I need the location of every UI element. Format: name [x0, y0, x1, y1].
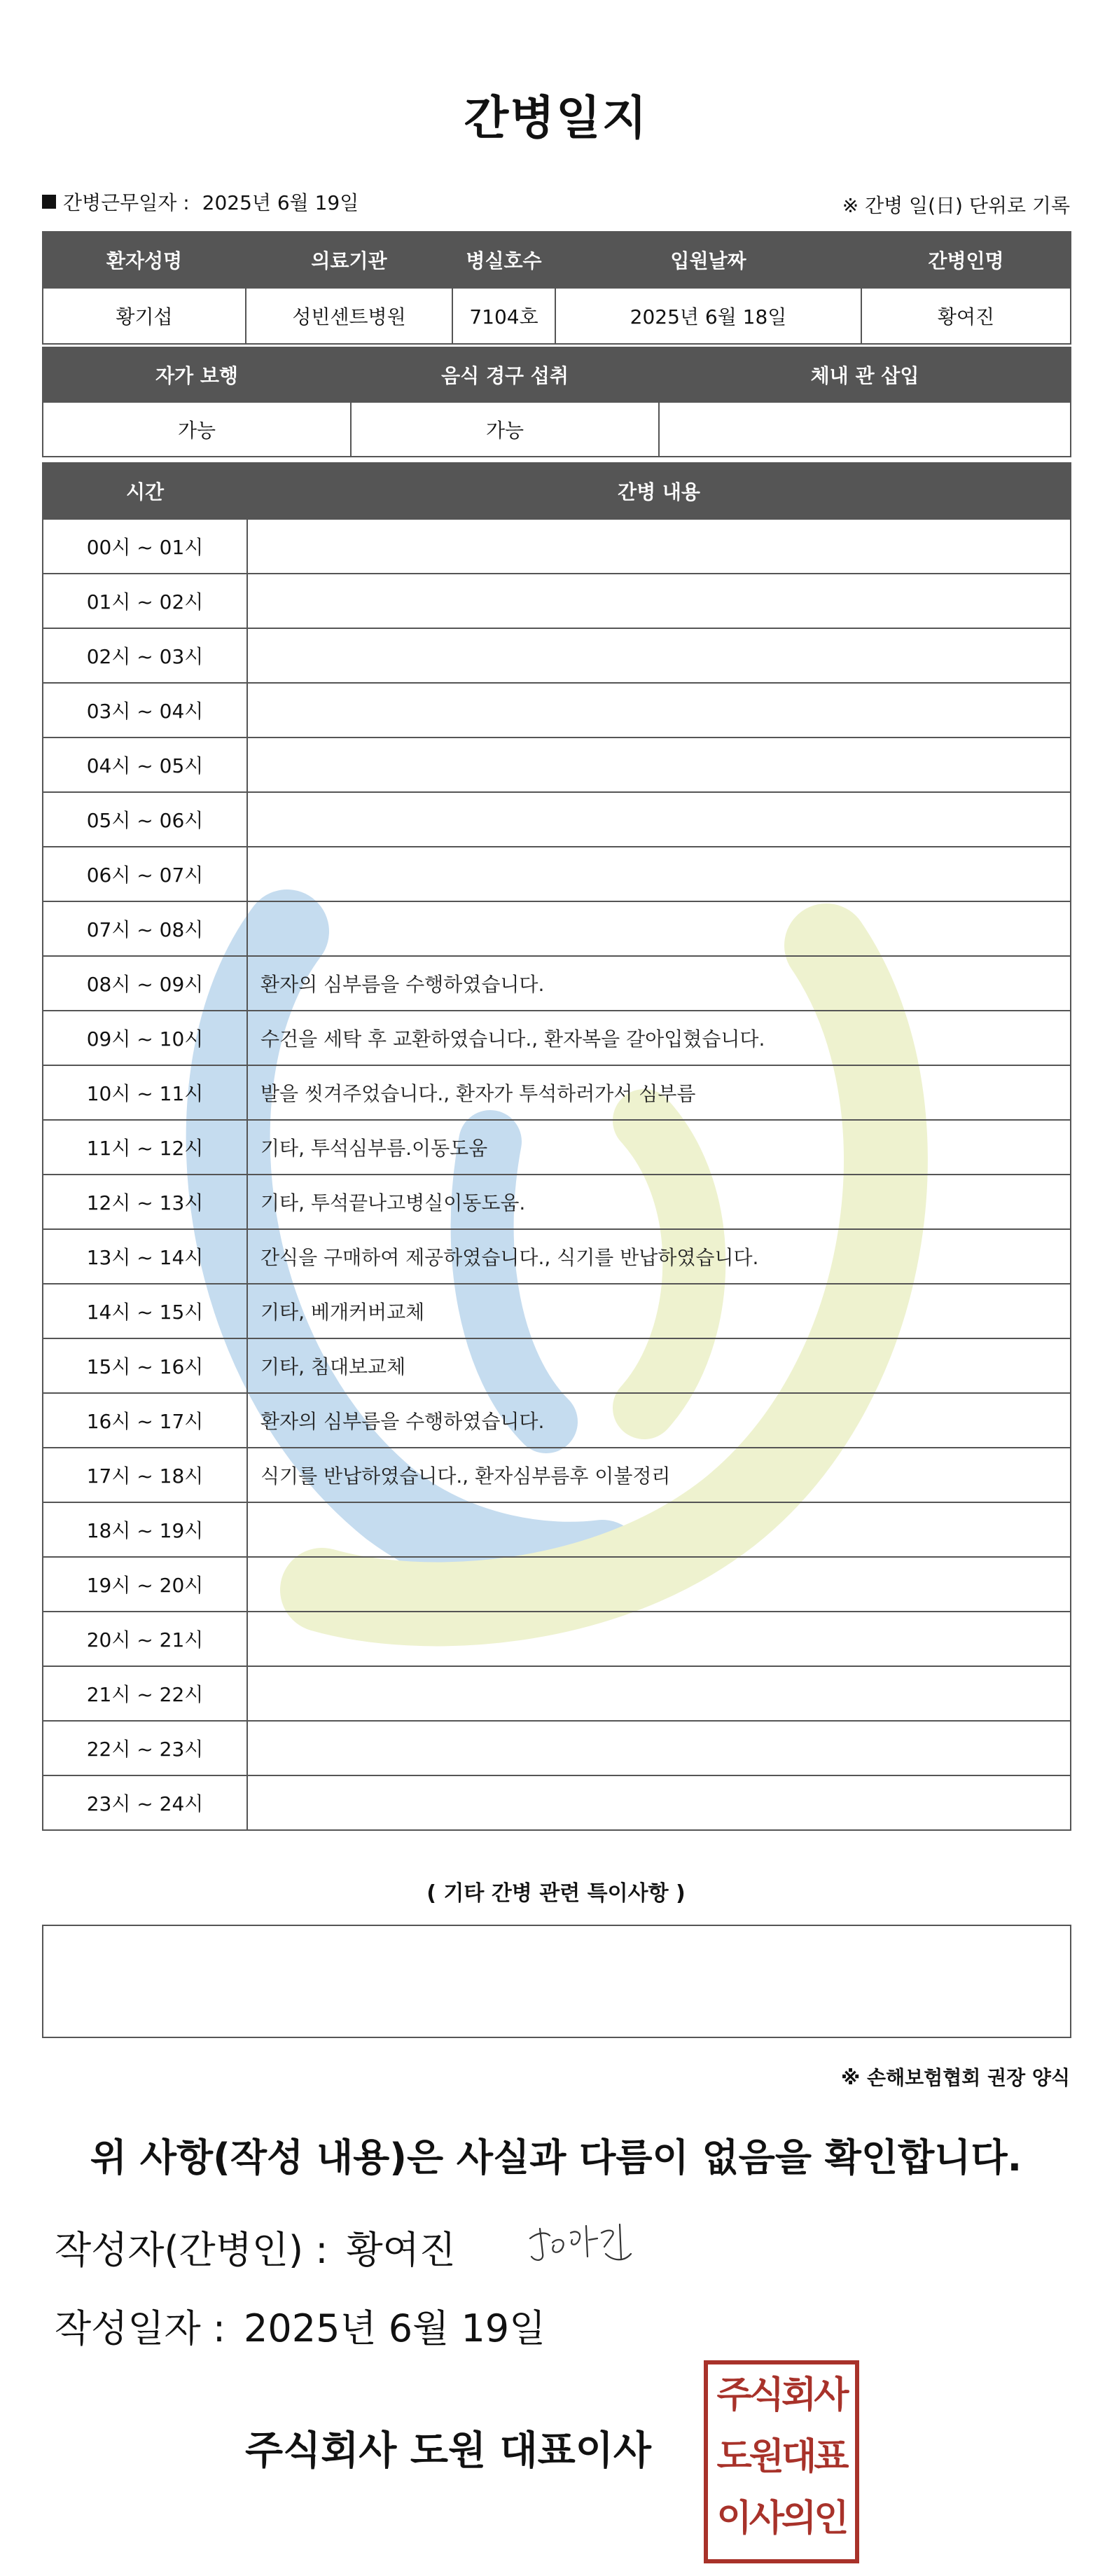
- company-seal: [704, 2360, 859, 2563]
- log-content: 간식을 구매하여 제공하였습니다., 식기를 반납하였습니다.: [247, 1229, 1071, 1284]
- patient-info-table: [42, 231, 1071, 345]
- log-content: [247, 1502, 1071, 1557]
- signature-stroke-2: [571, 2226, 597, 2257]
- header-hospital: 의료기관: [246, 232, 452, 288]
- seal-line-3: 이사의인: [716, 2498, 847, 2540]
- signature-stroke-1: [530, 2229, 564, 2260]
- log-time: 08시 ~ 09시: [43, 956, 247, 1011]
- status-header-row: [43, 347, 1071, 402]
- page-title: 간병일지: [464, 91, 648, 145]
- notes-label: ( 기타 간병 관련 특이사항 ): [426, 1881, 686, 1906]
- writer-line: [55, 2220, 456, 2274]
- log-content: [247, 1612, 1071, 1666]
- log-time: 12시 ~ 13시: [43, 1175, 247, 1229]
- header-oral-intake: 음식 경구 섭취: [351, 347, 659, 402]
- hospital: 성빈센트병원: [246, 288, 452, 344]
- work-date: [42, 188, 359, 216]
- log-time: 03시 ~ 04시: [43, 683, 247, 738]
- table-row: [43, 628, 1071, 683]
- table-row: [43, 519, 1071, 574]
- log-time: 15시 ~ 16시: [43, 1338, 247, 1393]
- oral-intake-value: 가능: [351, 402, 659, 457]
- log-time: 23시 ~ 24시: [43, 1775, 247, 1830]
- log-time: 10시 ~ 11시: [43, 1065, 247, 1120]
- table-row: [43, 683, 1071, 738]
- log-time: 02시 ~ 03시: [43, 628, 247, 683]
- table-row: [43, 956, 1071, 1011]
- written-date-label: 작성일자 :: [55, 2306, 226, 2350]
- log-time: 11시 ~ 12시: [43, 1120, 247, 1175]
- log-body: [43, 519, 1071, 1830]
- record-unit-note: ※ 간병 일(日) 단위로 기록: [842, 194, 1070, 217]
- log-content: [247, 901, 1071, 956]
- log-time: 06시 ~ 07시: [43, 847, 247, 901]
- square-bullet-icon: [42, 195, 56, 209]
- log-content: [247, 847, 1071, 901]
- log-content: [247, 1775, 1071, 1830]
- form-source-note: ※ 손해보험협회 권장 양식: [841, 2066, 1070, 2089]
- table-row: [43, 1120, 1071, 1175]
- log-content: [247, 519, 1071, 574]
- table-row: [43, 1666, 1071, 1721]
- log-content: 기타, 투석끝나고병실이동도움.: [247, 1175, 1071, 1229]
- table-row: [43, 1065, 1071, 1120]
- log-time: 01시 ~ 02시: [43, 574, 247, 628]
- table-row: [43, 1448, 1071, 1502]
- table-row: [43, 1612, 1071, 1666]
- table-row: [43, 1557, 1071, 1612]
- walking-value: 가능: [43, 402, 351, 457]
- room-number: 7104호: [452, 288, 555, 344]
- log-content: 식기를 반납하였습니다., 환자심부름후 이불정리: [247, 1448, 1071, 1502]
- header-admission-date: 입원날짜: [555, 232, 861, 288]
- log-content: [247, 738, 1071, 792]
- status-value-row: [43, 402, 1071, 457]
- table-row: [43, 1229, 1071, 1284]
- log-time: 04시 ~ 05시: [43, 738, 247, 792]
- table-row: [43, 574, 1071, 628]
- log-time: 16시 ~ 17시: [43, 1393, 247, 1448]
- log-time: 22시 ~ 23시: [43, 1721, 247, 1775]
- table-row: [43, 1284, 1071, 1338]
- admission-date: 2025년 6월 18일: [555, 288, 861, 344]
- log-time: 13시 ~ 14시: [43, 1229, 247, 1284]
- table-row: [43, 1502, 1071, 1557]
- log-time: 09시 ~ 10시: [43, 1011, 247, 1065]
- patient-value-row: [43, 288, 1071, 344]
- table-row: [43, 738, 1071, 792]
- handwritten-signature: [522, 2212, 641, 2275]
- work-date-value: 2025년 6월 19일: [202, 191, 359, 214]
- log-time: 14시 ~ 15시: [43, 1284, 247, 1338]
- log-content: 발을 씻겨주었습니다., 환자가 투석하러가서 심부름: [247, 1065, 1071, 1120]
- log-time: 05시 ~ 06시: [43, 792, 247, 847]
- log-time: 20시 ~ 21시: [43, 1612, 247, 1666]
- log-content: [247, 1557, 1071, 1612]
- caregiver-name: 황여진: [861, 288, 1071, 344]
- seal-line-1: 주식회사: [716, 2374, 847, 2416]
- log-content: 기타, 투석심부름.이동도움: [247, 1120, 1071, 1175]
- log-content: [247, 628, 1071, 683]
- work-date-label: 간병근무일자 :: [63, 191, 190, 214]
- company-representative: 주식회사 도원 대표이사: [245, 2428, 651, 2474]
- header-care-content: 간병 내용: [247, 463, 1071, 519]
- patient-header-row: [43, 232, 1071, 288]
- writer-name: 황여진: [346, 2228, 456, 2272]
- log-header-row: [43, 463, 1071, 519]
- log-content: [247, 683, 1071, 738]
- care-log-table: [42, 462, 1071, 1831]
- log-content: 기타, 베개커버교체: [247, 1284, 1071, 1338]
- header-caregiver-name: 간병인명: [861, 232, 1071, 288]
- table-row: [43, 1393, 1071, 1448]
- log-content: [247, 574, 1071, 628]
- log-content: 환자의 심부름을 수행하였습니다.: [247, 1393, 1071, 1448]
- header-patient-name: 환자성명: [43, 232, 246, 288]
- header-walking: 자가 보행: [43, 347, 351, 402]
- log-time: 19시 ~ 20시: [43, 1557, 247, 1612]
- log-time: 00시 ~ 01시: [43, 519, 247, 574]
- log-content: [247, 1721, 1071, 1775]
- table-row: [43, 1721, 1071, 1775]
- log-content: 환자의 심부름을 수행하였습니다.: [247, 956, 1071, 1011]
- table-row: [43, 1775, 1071, 1830]
- table-row: [43, 847, 1071, 901]
- written-date-line: [55, 2299, 545, 2353]
- log-time: 18시 ~ 19시: [43, 1502, 247, 1557]
- table-row: [43, 1175, 1071, 1229]
- log-time: 21시 ~ 22시: [43, 1666, 247, 1721]
- log-time: 17시 ~ 18시: [43, 1448, 247, 1502]
- confirmation-statement: 위 사항(작성 내용)은 사실과 다름이 없음을 확인합니다.: [90, 2135, 1022, 2180]
- header-time: 시간: [43, 463, 247, 519]
- signature-stroke-3: [602, 2224, 631, 2259]
- header-room: 병실호수: [452, 232, 555, 288]
- log-content: 기타, 침대보교체: [247, 1338, 1071, 1393]
- patient-status-table: [42, 347, 1071, 457]
- log-content: 수건을 세탁 후 교환하였습니다., 환자복을 갈아입혔습니다.: [247, 1011, 1071, 1065]
- written-date-value: 2025년 6월 19일: [244, 2306, 546, 2350]
- table-row: [43, 901, 1071, 956]
- log-content: [247, 792, 1071, 847]
- table-row: [43, 1338, 1071, 1393]
- table-row: [43, 792, 1071, 847]
- table-row: [43, 1011, 1071, 1065]
- log-time: 07시 ~ 08시: [43, 901, 247, 956]
- tube-insertion-value: [659, 402, 1071, 457]
- header-tube-insertion: 체내 관 삽입: [659, 347, 1071, 402]
- special-notes-box: [42, 1925, 1071, 2038]
- log-content: [247, 1666, 1071, 1721]
- seal-line-2: 도원대표: [716, 2436, 847, 2478]
- writer-label: 작성자(간병인) :: [55, 2228, 328, 2272]
- patient-name: 황기섭: [43, 288, 246, 344]
